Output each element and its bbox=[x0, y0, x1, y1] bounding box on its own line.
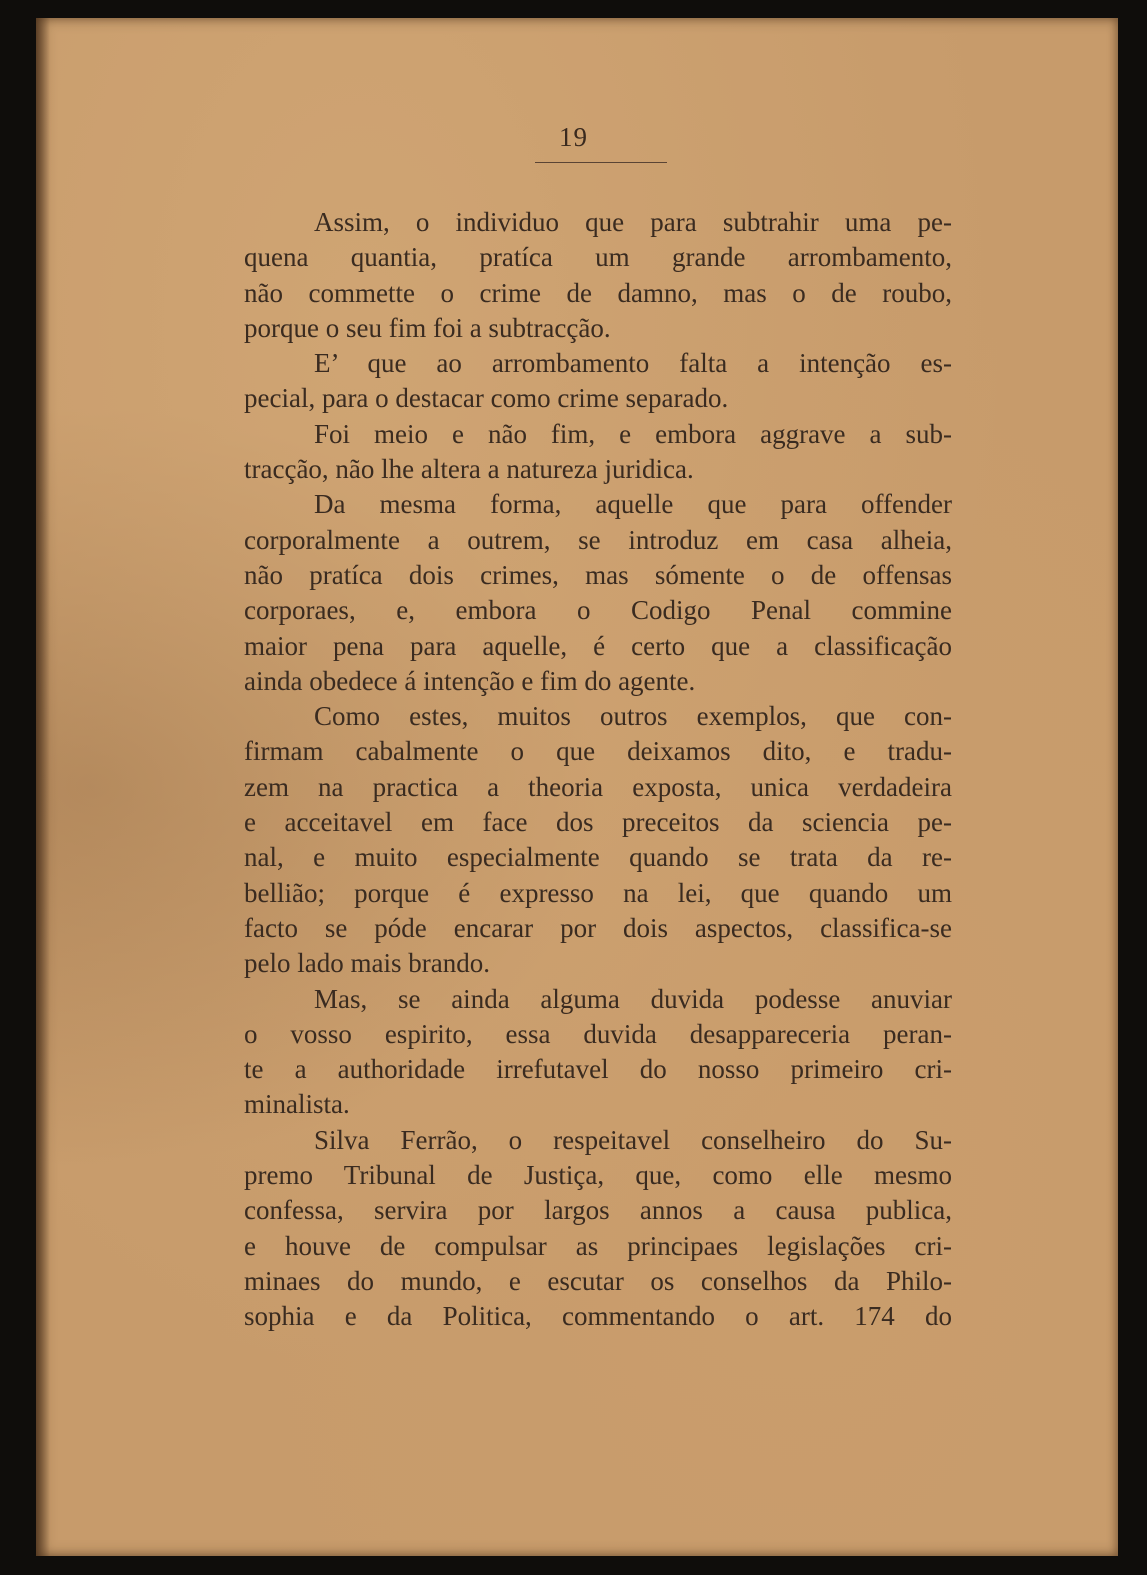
text-line: firmam cabalmente o que deixamos dito, e tradu- bbox=[244, 736, 952, 767]
text-line: não pratíca dois crimes, mas sómente o de offensas bbox=[244, 559, 952, 590]
body-text bbox=[244, 205, 952, 1335]
text-line: tracção, não lhe altera a natureza juridica. bbox=[244, 454, 694, 485]
text-line: Mas, se ainda alguma duvida podesse anuviar bbox=[314, 983, 952, 1014]
text-line: facto se póde encarar por dois aspectos, classifica-se bbox=[244, 912, 952, 943]
page-binding-shadow bbox=[36, 18, 50, 1556]
text-line: confessa, servira por largos annos a causa publica, bbox=[244, 1195, 952, 1226]
text-line: maior pena para aquelle, é certo que a classificação bbox=[244, 630, 952, 661]
text-line: Silva Ferrão, o respeitavel conselheiro do Su- bbox=[314, 1124, 952, 1155]
text-line: e acceitavel em face dos preceitos da sciencia pe- bbox=[244, 807, 952, 838]
text-line: não commette o crime de damno, mas o de roubo, bbox=[244, 277, 952, 308]
header-rule bbox=[535, 162, 667, 163]
text-line: zem na practica a theoria exposta, unica verdadeira bbox=[244, 771, 952, 802]
text-line: Da mesma forma, aquelle que para offender bbox=[314, 489, 952, 520]
text-line: bellião; porque é expresso na lei, que quando um bbox=[244, 877, 952, 908]
text-line: premo Tribunal de Justiça, que, como elle mesmo bbox=[244, 1160, 952, 1191]
text-line: minalista. bbox=[244, 1089, 350, 1120]
text-line: Assim, o individuo que para subtrahir uma pe- bbox=[314, 207, 952, 237]
text-line: ainda obedece á intenção e fim do agente. bbox=[244, 665, 696, 696]
text-line: Como estes, muitos outros exemplos, que con- bbox=[314, 701, 952, 732]
text-line: Foi meio e não fim, e embora aggrave a sub- bbox=[314, 418, 952, 449]
text-line: sophia e da Politica, commentando o art. 174 do bbox=[244, 1301, 952, 1332]
text-line: pecial, para o destacar como crime separado. bbox=[244, 383, 729, 414]
page-number: 19 bbox=[559, 122, 588, 152]
text-line: e houve de compulsar as principaes legislações cri- bbox=[244, 1230, 952, 1261]
text-line: porque o seu fim foi a subtracção. bbox=[244, 312, 611, 343]
text-line: quena quantia, pratíca um grande arrombamento, bbox=[244, 242, 952, 273]
text-line: o vosso espirito, essa duvida desappareceria peran- bbox=[244, 1018, 952, 1049]
text-line: corporaes, e, embora o Codigo Penal commine bbox=[244, 595, 952, 626]
text-line: corporalmente a outrem, se introduz em casa alheia, bbox=[244, 524, 952, 555]
text-line: minaes do mundo, e escutar os conselhos da Philo- bbox=[244, 1265, 952, 1296]
text-line: te a authoridade irrefutavel do nosso primeiro cri- bbox=[244, 1054, 952, 1085]
text-line: E’ que ao arrombamento falta a intenção es- bbox=[314, 348, 952, 379]
text-line: pelo lado mais brando. bbox=[244, 948, 490, 979]
text-line: nal, e muito especialmente quando se trata da re- bbox=[244, 842, 952, 873]
